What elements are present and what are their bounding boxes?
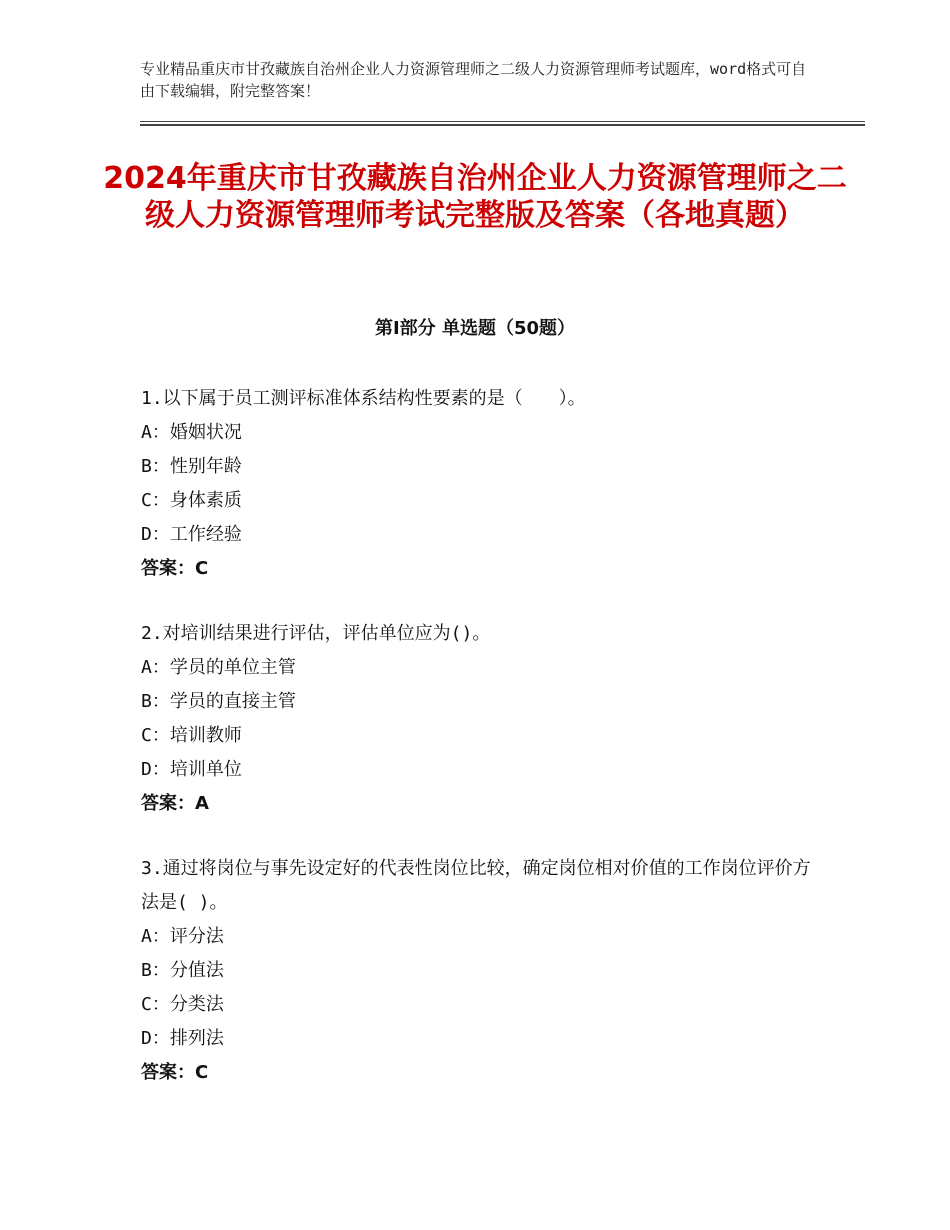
option-d: D：工作经验 bbox=[141, 524, 242, 545]
option-b: B：分值法 bbox=[141, 960, 224, 981]
question-2 bbox=[141, 617, 821, 821]
option-c: C：分类法 bbox=[141, 994, 224, 1015]
answer-line: 答案：C bbox=[141, 558, 209, 579]
option-b: B：性别年龄 bbox=[141, 456, 242, 477]
question-stem: 2.对培训结果进行评估，评估单位应为()。 bbox=[141, 623, 491, 644]
option-c: C：培训教师 bbox=[141, 725, 242, 746]
option-d: D：培训单位 bbox=[141, 759, 242, 780]
document-title: 2024年重庆市甘孜藏族自治州企业人力资源管理师之二级人力资源管理师考试完整版及答案（各地真题） bbox=[103, 161, 847, 233]
header-rule-thin bbox=[140, 121, 865, 122]
question-stem: 3.通过将岗位与事先设定好的代表性岗位比较，确定岗位相对价值的工作岗位评价方法是( )。 bbox=[141, 858, 811, 913]
header-rule-thick bbox=[140, 124, 865, 126]
question-3 bbox=[141, 852, 821, 1090]
question-1 bbox=[141, 382, 821, 586]
option-a: A：学员的单位主管 bbox=[141, 657, 296, 678]
option-d: D：排列法 bbox=[141, 1028, 224, 1049]
option-a: A：评分法 bbox=[141, 926, 224, 947]
option-b: B：学员的直接主管 bbox=[141, 691, 296, 712]
option-a: A：婚姻状况 bbox=[141, 422, 242, 443]
answer-line: 答案：A bbox=[141, 793, 209, 814]
header-note: 专业精品重庆市甘孜藏族自治州企业人力资源管理师之二级人力资源管理师考试题库，word格式可自由下载编辑，附完整答案！ bbox=[140, 60, 807, 100]
question-stem: 1.以下属于员工测评标准体系结构性要素的是（ ）。 bbox=[141, 388, 586, 409]
answer-line: 答案：C bbox=[141, 1062, 209, 1083]
section-title: 第Ⅰ部分 单选题（50题） bbox=[374, 318, 575, 339]
question-list bbox=[141, 382, 821, 1121]
option-c: C：身体素质 bbox=[141, 490, 242, 511]
